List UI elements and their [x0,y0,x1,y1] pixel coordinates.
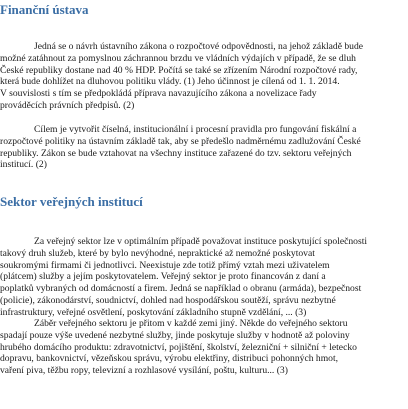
text-line: Za veřejný sektor lze v optimálním případě považovat instituce poskytující společnosti [34,236,368,247]
text-line: rozpočtové politiky na ústavním základě tak, aby se předešlo nadměrnému zadlužování České [0,135,361,147]
text-line: vaření piva, těžbu ropy, televizní a rozhlasové vysílání, poštu, kulturu... (3) [0,365,288,377]
text-line: takový druh služeb, které by bylo nevýhodné, nepraktické až nemožné poskytovat [0,247,315,259]
section-heading-financni-ustava: Finanční ústava [0,2,89,17]
text-line: Cílem je vytvořit číselná, institucionální i procesní pravidla pro fungování fiskální a [34,124,357,135]
text-line: Jedná se o návrh ústavního zákona o rozpočtové odpovědnosti, na jehož základě bude [34,41,364,52]
paragraph-sektor-2 [0,318,408,377]
text-line: poplatků vybraných od domácností a firem. Jedná se například o obranu (armáda), bezpečnost [0,283,362,295]
paragraph-financni-ustava-1 [0,41,408,112]
text-line: republiky. Zákon se bude vztahovat na všechny instituce zařazené do tzv. sektoru veřejných [0,147,352,159]
paragraph-financni-ustava-2 [0,124,408,171]
text-line: České republiky dostane nad 40 % HDP. Počítá se také se zřízením Národní rozpočtové rady, [0,64,358,76]
section-heading-sektor-verejnych-instituci: Sektor veřejných institucí [0,194,143,209]
text-line: spadají pouze výše uvedené nezbytné služby, jinde poskytuje služby v hodnotě až poloviny [0,329,350,341]
text-line: Záběr veřejného sektoru je přitom v každé zemi jiný. Někde do veřejného sektoru [34,318,348,329]
paragraph-sektor-1 [0,236,408,319]
text-line: V souvislosti s tím se předpokládá příprava navazujícího zákona a novelizace řady [0,88,317,100]
text-line: hrubého domácího produktu: zdravotnictví, pojištění, školství, železniční + silniční + letecko [0,341,357,353]
text-line: (policie), zákonodárství, soudnictví, dohled nad hospodářskou soutěží, správu nezbytné [0,294,336,306]
text-line: soukromými firmami či jednotlivci. Neexistuje zde totiž přímý vztah mezi uživatelem [0,259,330,271]
text-line: dopravu, bankovnictví, vězeňskou správu, výrobu elektřiny, distribuci pohonných hmot, [0,353,339,365]
text-line: institucí. (2) [0,159,47,171]
text-line: infrastruktury, veřejné osvětlení, poskytování základního stupně vzdělání, ... (3) [0,306,307,318]
text-line: prováděcích právních předpisů. (2) [0,99,135,111]
text-line: možné zatáhnout za pomyslnou záchrannou brzdu ve vládních výdajích v případě, že se dluh [0,52,356,64]
text-line: která bude dohlížet na dluhovou politiku vlády. (1) Jeho účinnost je cílená od 1. 1. 2014. [0,76,340,88]
text-line: (plátcem) služby a jejím poskytovatelem. Veřejný sektor je proto financován z daní a [0,271,326,283]
